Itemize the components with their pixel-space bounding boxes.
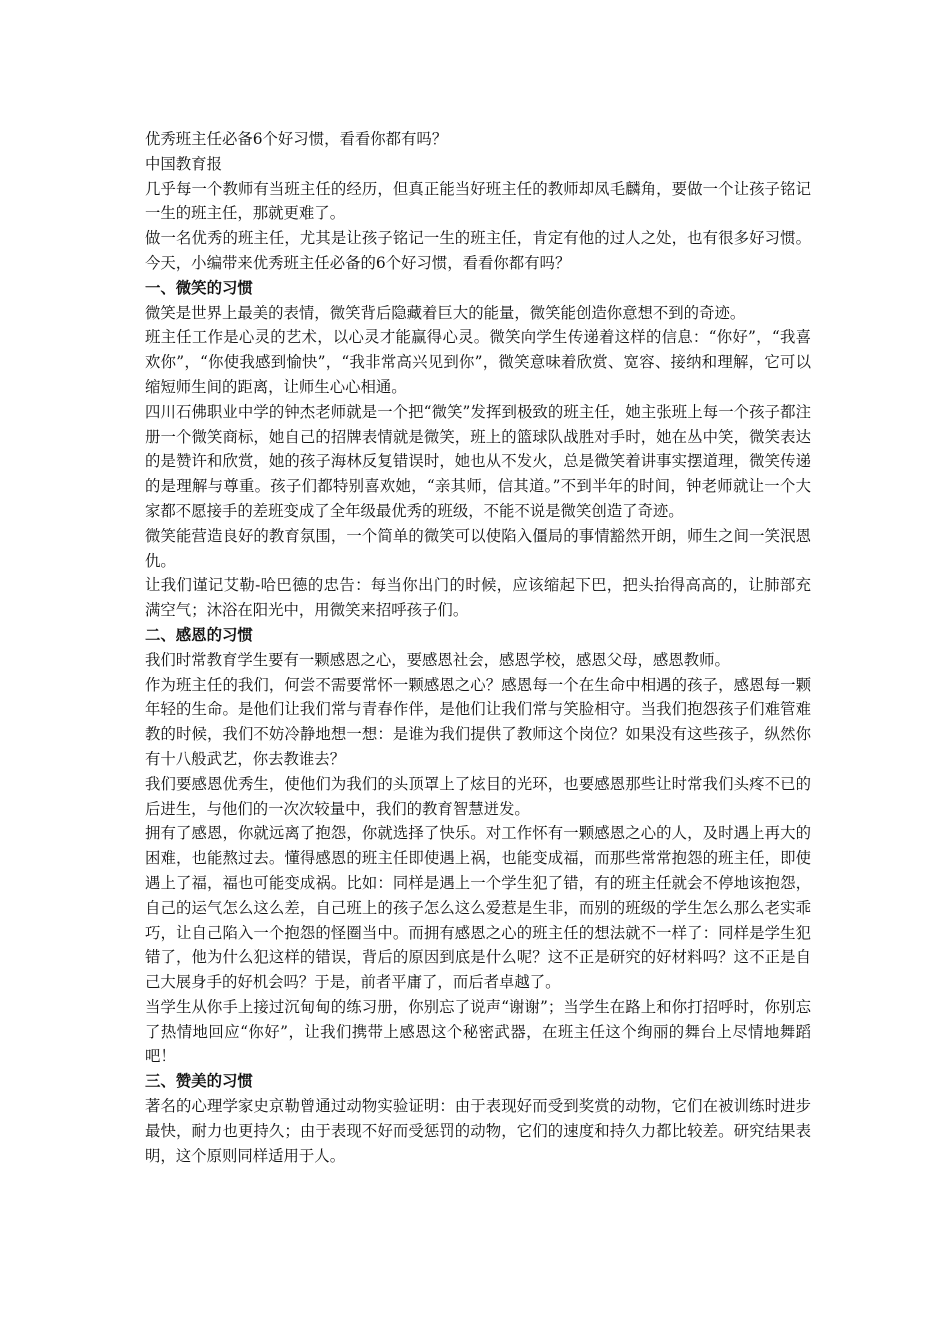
body-paragraph: 拥有了感恩，你就远离了抱怨，你就选择了快乐。对工作怀有一颗感恩之心的人，及时遇上再大的困难，也能熬过去。懂得感恩的班主任即使遇上祸，也能变成福，而那些常常抱怨的班主任，即使遇上了福，福也可能变成祸。比如：同样是遇上一个学生犯了错，有的班主任就会不停地该抱怨，自己的运气怎么这么差，自己班上的孩子怎么这么爱惹是生非，而别的班级的学生怎么那么老实乖巧，让自己陷入一个抱怨的怪圈当中。而拥有感恩之心的班主任的想法就不一样了：同样是学生犯错了，他为什么犯这样的错误，背后的原因到底是什么呢？这不正是研究的好材料吗？这不正是自己大展身手的好机会吗？于是，前者平庸了，而后者卓越了。 bbox=[145, 824, 811, 992]
body-paragraph: 微笑是世界上最美的表情，微笑背后隐藏着巨大的能量，微笑能创造你意想不到的奇迹。 bbox=[145, 303, 746, 322]
intro-paragraph: 几乎每一个教师有当班主任的经历，但真正能当好班主任的教师却凤毛麟角，要做一个让孩子铭记一生的班主任，那就更难了。 bbox=[145, 179, 811, 223]
section-heading-praise: 三、赞美的习惯 bbox=[145, 1072, 253, 1091]
body-paragraph: 班主任工作是心灵的艺术，以心灵才能赢得心灵。微笑向学生传递着这样的信息：“你好”，“我喜欢你”，“你使我感到愉快”，“我非常高兴见到你”，微笑意味着欣赏、宽容、接纳和理解，它可以缩短师生间的距离，让师生心心相通。 bbox=[145, 328, 811, 396]
body-paragraph: 让我们谨记艾勒-哈巴德的忠告：每当你出门的时候，应该缩起下巴，把头抬得高高的，让肺部充满空气；沐浴在阳光中，用微笑来招呼孩子们。 bbox=[145, 576, 811, 620]
section-heading-smile: 一、微笑的习惯 bbox=[145, 278, 253, 297]
section-heading-gratitude: 二、感恩的习惯 bbox=[145, 625, 253, 644]
body-paragraph: 四川石佛职业中学的钟杰老师就是一个把“微笑”发挥到极致的班主任，她主张班上每一个孩子都注册一个微笑商标，她自己的招牌表情就是微笑，班上的篮球队战胜对手时，她在丛中笑，微笑表达的是赞许和欣赏，她的孩子海林反复错误时，她也从不发火，总是微笑着讲事实摆道理，微笑传递的是理解与尊重。孩子们都特别喜欢她，“亲其师，信其道。”不到半年的时间，钟老师就让一个大家都不愿接手的差班变成了全年级最优秀的班级，不能不说是微笑创造了奇迹。 bbox=[145, 402, 811, 520]
intro-paragraph: 做一名优秀的班主任，尤其是让孩子铭记一生的班主任，肯定有他的过人之处，也有很多好习惯。今天，小编带来优秀班主任必备的6个好习惯，看看你都有吗？ bbox=[145, 229, 811, 272]
document-page bbox=[145, 127, 811, 1168]
article-source: 中国教育报 bbox=[145, 154, 222, 173]
body-paragraph: 微笑能营造良好的教育氛围，一个简单的微笑可以使陷入僵局的事情豁然开朗，师生之间一笑泯恩仇。 bbox=[145, 526, 811, 570]
body-paragraph: 作为班主任的我们，何尝不需要常怀一颗感恩之心？感恩每一个在生命中相遇的孩子，感恩每一颗年轻的生命。是他们让我们常与青春作伴，是他们让我们常与笑脸相守。当我们抱怨孩子们难管难教的时候，我们不妨冷静地想一想：是谁为我们提供了教师这个岗位？如果没有这些孩子，纵然你有十八般武艺，你去教谁去？ bbox=[145, 675, 811, 768]
body-paragraph: 著名的心理学家史京勒曾通过动物实验证明：由于表现好而受到奖赏的动物，它们在被训练时进步最快，耐力也更持久；由于表现不好而受惩罚的动物，它们的速度和持久力都比较差。研究结果表明，这个原则同样适用于人。 bbox=[145, 1097, 811, 1165]
body-paragraph: 我们要感恩优秀生，使他们为我们的头顶罩上了炫目的光环，也要感恩那些让时常我们头疼不已的后进生，与他们的一次次较量中，我们的教育智慧迸发。 bbox=[145, 774, 811, 818]
body-paragraph: 我们时常教育学生要有一颗感恩之心，要感恩社会，感恩学校，感恩父母，感恩教师。 bbox=[145, 650, 730, 669]
body-paragraph: 当学生从你手上接过沉甸甸的练习册，你别忘了说声“谢谢”；当学生在路上和你打招呼时，你别忘了热情地回应“你好”，让我们携带上感恩这个秘密武器，在班主任这个绚丽的舞台上尽情地舞蹈吧！ bbox=[145, 997, 811, 1066]
article-title: 优秀班主任必备6个好习惯，看看你都有吗？ bbox=[145, 130, 448, 148]
